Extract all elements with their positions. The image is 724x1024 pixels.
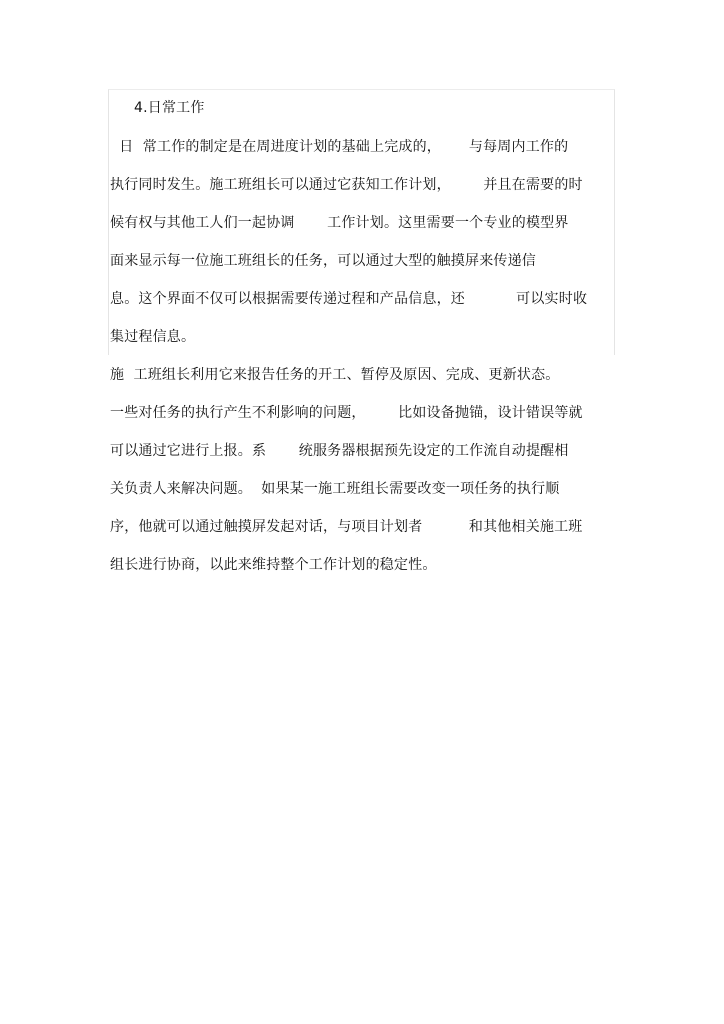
paragraph-line-11: 序，他就可以通过触摸屏发起对话，与项目计划者 和其他相关施工班 (110, 519, 583, 535)
paragraph-line-4: 面来显示每一位施工班组长的任务，可以通过大型的触摸屏来传递信 (110, 253, 536, 269)
paragraph-line-5: 息。这个界面不仅可以根据需要传递过程和产品信息，还 可以实时收 (110, 291, 588, 307)
paragraph-line-12: 组长进行协商，以此来维持整个工作计划的稳定性。 (110, 557, 437, 573)
paragraph-line-2: 执行同时发生。施工班组长可以通过它获知工作计划， 并且在需要的时 (110, 177, 583, 193)
paragraph-line-7: 施 工班组长利用它来报告任务的开工、暂停及原因、完成、更新状态。 (110, 367, 560, 383)
paragraph-line-1: 日 常工作的制定是在周进度计划的基础上完成的， 与每周内工作的 (110, 139, 569, 155)
paragraph-line-8: 一些对任务的执行产生不利影响的问题， 比如设备抛锚，设计错误等就 (110, 405, 583, 421)
paragraph-line-6: 集过程信息。 (110, 329, 196, 345)
paragraph-line-10: 关负责人来解决问题。 如果某一施工班组长需要改变一项任务的执行顺 (110, 481, 560, 497)
paragraph-line-3: 候有权与其他工人们一起协调 工作计划。这里需要一个专业的模型界 (110, 215, 569, 231)
paragraph-line-9: 可以通过它进行上报。系 统服务器根据预先设定的工作流自动提醒相 (110, 443, 569, 459)
section-heading: 4.日常工作 (134, 100, 205, 116)
